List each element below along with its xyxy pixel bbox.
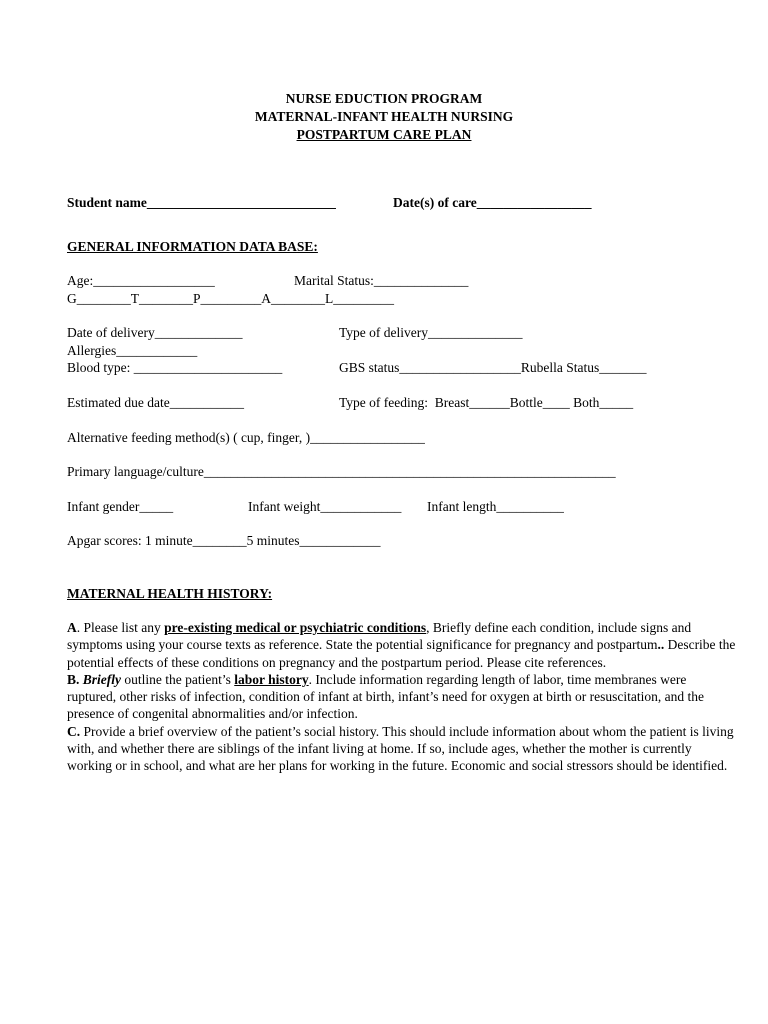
- item-a-emphasis: pre-existing medical or psychiatric conditions: [164, 620, 427, 635]
- item-a-end: Describe the potential effects of these conditions on pregnancy and the postpartum period. Please cite references.: [67, 637, 736, 670]
- item-b-text: . Include information regarding length of labor, time membranes were ruptured, other risks of infection, condition of infant at birth, infant’s need for oxygen at birth or resuscitation, and the presence of congenital abnormalities and/or infection.: [67, 671, 704, 722]
- item-a-letter: A: [67, 620, 77, 635]
- date-of-delivery-field[interactable]: Date of delivery_____________: [67, 325, 243, 340]
- due-date-field[interactable]: Estimated due date___________: [67, 395, 244, 410]
- type-of-delivery-field[interactable]: Type of delivery______________: [339, 325, 523, 340]
- maternal-history-instructions: [67, 619, 737, 775]
- item-b-letter: B.: [67, 671, 80, 687]
- dates-of-care-field[interactable]: Date(s) of care_________________: [393, 195, 592, 210]
- maternal-history-heading: MATERNAL HEALTH HISTORY:: [67, 586, 273, 601]
- student-name-field[interactable]: Student name____________________________: [67, 195, 336, 210]
- allergies-field[interactable]: Allergies____________: [67, 343, 198, 358]
- apgar-scores-field[interactable]: Apgar scores: 1 minute________5 minutes____________: [67, 533, 381, 548]
- infant-gender-field[interactable]: Infant gender_____: [67, 499, 174, 514]
- infant-length-field[interactable]: Infant length__________: [427, 499, 564, 514]
- blood-type-field[interactable]: Blood type: ______________________: [67, 360, 283, 375]
- gtpal-field[interactable]: G________T________P_________A________L_________: [67, 291, 394, 306]
- item-b-pre: outline the patient’s: [121, 671, 235, 687]
- general-info-heading: GENERAL INFORMATION DATA BASE:: [67, 239, 318, 254]
- item-c-letter: C.: [67, 723, 81, 739]
- plan-title-text: POSTPARTUM CARE PLAN: [296, 127, 472, 142]
- marital-status-field[interactable]: Marital Status:______________: [294, 273, 469, 288]
- infant-weight-field[interactable]: Infant weight____________: [248, 499, 402, 514]
- item-a-pre: . Please list any: [76, 620, 165, 635]
- alt-feeding-field[interactable]: Alternative feeding method(s) ( cup, finger, )_________________: [67, 430, 425, 445]
- item-b-labor-history: labor history: [234, 671, 309, 687]
- program-title: NURSE EDUCTION PROGRAM: [285, 91, 483, 106]
- gbs-rubella-field[interactable]: GBS status__________________Rubella Status_______: [339, 360, 647, 375]
- age-field[interactable]: Age:__________________: [67, 273, 215, 288]
- item-b-emphasis: Briefly: [82, 671, 122, 687]
- item-c-text: Provide a brief overview of the patient’s social history. This should include information about whom the patient is living with, and whether there are siblings of the infant living at home. If so, include ages, whether the mother is currently working or in school, and what are her plans for working in the future. Economic and social stressors should be identified.: [67, 723, 734, 774]
- plan-title: [0, 126, 768, 144]
- course-title: MATERNAL-INFANT HEALTH NURSING: [254, 109, 514, 124]
- feeding-type-field[interactable]: Type of feeding: Breast______Bottle____ Both_____: [339, 395, 634, 410]
- primary-language-field[interactable]: Primary language/culture_____________________________________________________________: [67, 464, 616, 479]
- item-a-text: , Briefly define each condition, include signs and symptoms using your course texts as reference. State the potential significance for pregnancy and postpartum: [67, 620, 692, 653]
- item-a-dots: ..: [657, 637, 665, 653]
